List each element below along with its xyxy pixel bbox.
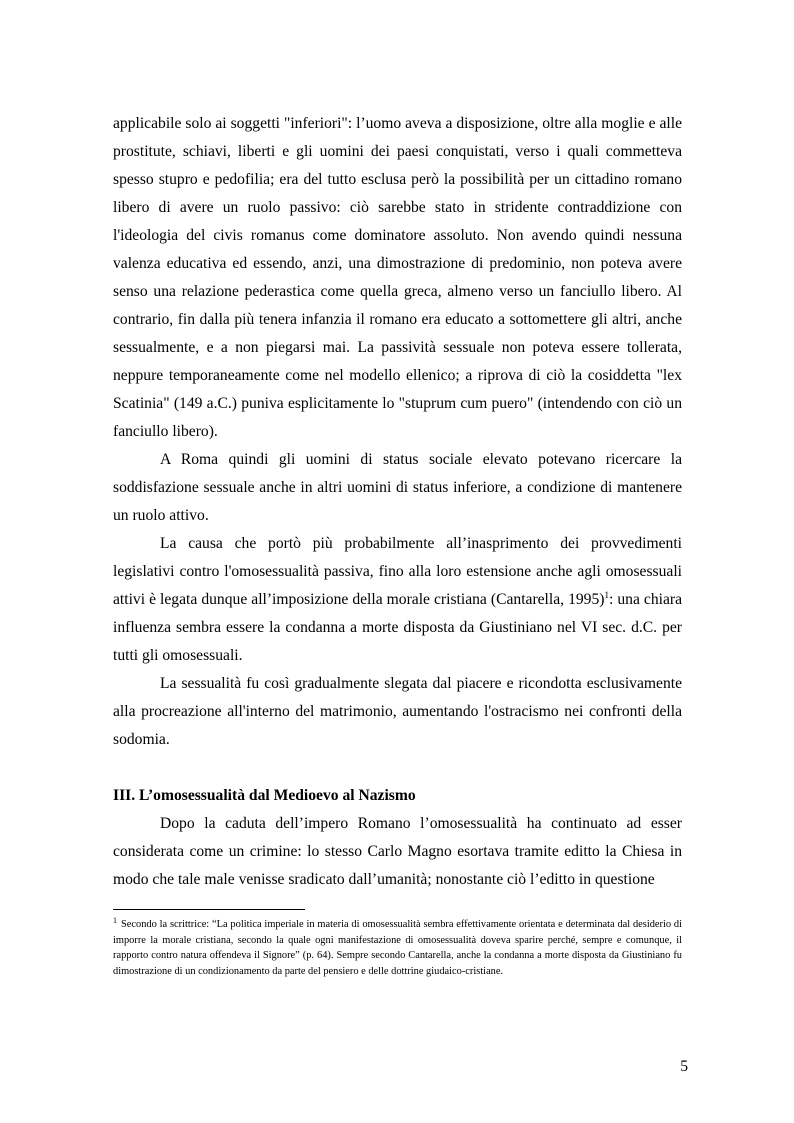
footnote-divider	[113, 909, 305, 910]
footnote	[113, 917, 682, 979]
body-text	[113, 110, 682, 894]
paragraph-christian-morality	[113, 530, 682, 670]
footnote-text: Secondo la scrittrice: “La politica imperiale in materia di omosessualità sembra effettivamente orientata e determinata dal desiderio di imporre la morale cristiana, secondo la quale ogni manifestazione di omosessualità doveva sparire perché, sempre e comunque, il rapporto contro natura offendeva il Signore” (p. 64). Sempre secondo Cantarella, anche la condanna a morte disposta da Giustiniano fu dimostrazione di un condizionamento da parte del pensiero e delle dottrine giudaico-cristiane.	[113, 919, 682, 977]
paragraph-christian-morality-text-before: La causa che portò più probabilmente all’inasprimento dei provvedimenti legislativi contro l'omosessualità passiva, fino alla loro estensione anche agli omosessuali attivi è legata dunque all’imposizione della morale cristiana (Cantarella, 1995)	[113, 535, 682, 608]
footnote-reference[interactable]: 1	[604, 589, 609, 600]
paragraph-rome-status: A Roma quindi gli uomini di status sociale elevato potevano ricercare la soddisfazione sessuale anche in altri uomini di status inferiore, a condizione di mantenere un ruolo attivo.	[113, 451, 682, 524]
paragraph-christian-morality-text-after: : una chiara influenza sembra essere la condanna a morte disposta da Giustiniano nel VI sec. d.C. per tutti gli omosessuali.	[113, 591, 683, 664]
footnote-number: 1	[113, 915, 117, 925]
paragraph-roman-law: applicabile solo ai soggetti "inferiori": l’uomo aveva a disposizione, oltre alla moglie e alle prostitute, schiavi, liberti e gli uomini dei paesi conquistati, verso i quali commetteva spesso stupro e pedofilia; era del tutto esclusa però la possibilità per un cittadino romano libero di avere un ruolo passivo: ciò sarebbe stato in stridente contraddizione con l'ideologia del civis romanus come dominatore assoluto. Non avendo quindi nessuna valenza educativa ed essendo, anzi, una dimostrazione di predominio, non poteva avere senso una relazione pederastica come quella greca, almeno verso un fanciullo libero. Al contrario, fin dalla più tenera infanzia il romano era educato a sottomettere gli altri, anche sessualmente, e a non piegarsi mai. La passività sessuale non poteva essere tollerata, neppure temporaneamente come nel modello ellenico; a riprova di ciò la cosiddetta "lex Scatinia" (149 a.C.) puniva esplicitamente lo "stuprum cum puero" (intendendo con ciò un fanciullo libero).	[113, 115, 682, 440]
paragraph-middle-ages: Dopo la caduta dell’impero Romano l’omosessualità ha continuato ad esser considerata come un crimine: lo stesso Carlo Magno esortava tramite editto la Chiesa in modo che tale male venisse sradicato dall’umanità; nonostante ciò l’editto in questione	[113, 815, 682, 888]
paragraph-procreation: La sessualità fu così gradualmente slegata dal piacere e ricondotta esclusivamente alla procreazione all'interno del matrimonio, aumentando l'ostracismo nei confronti della sodomia.	[113, 675, 682, 748]
page-number: 5	[680, 1058, 688, 1075]
section-heading: III. L’omosessualità dal Medioevo al Nazismo	[113, 787, 416, 804]
